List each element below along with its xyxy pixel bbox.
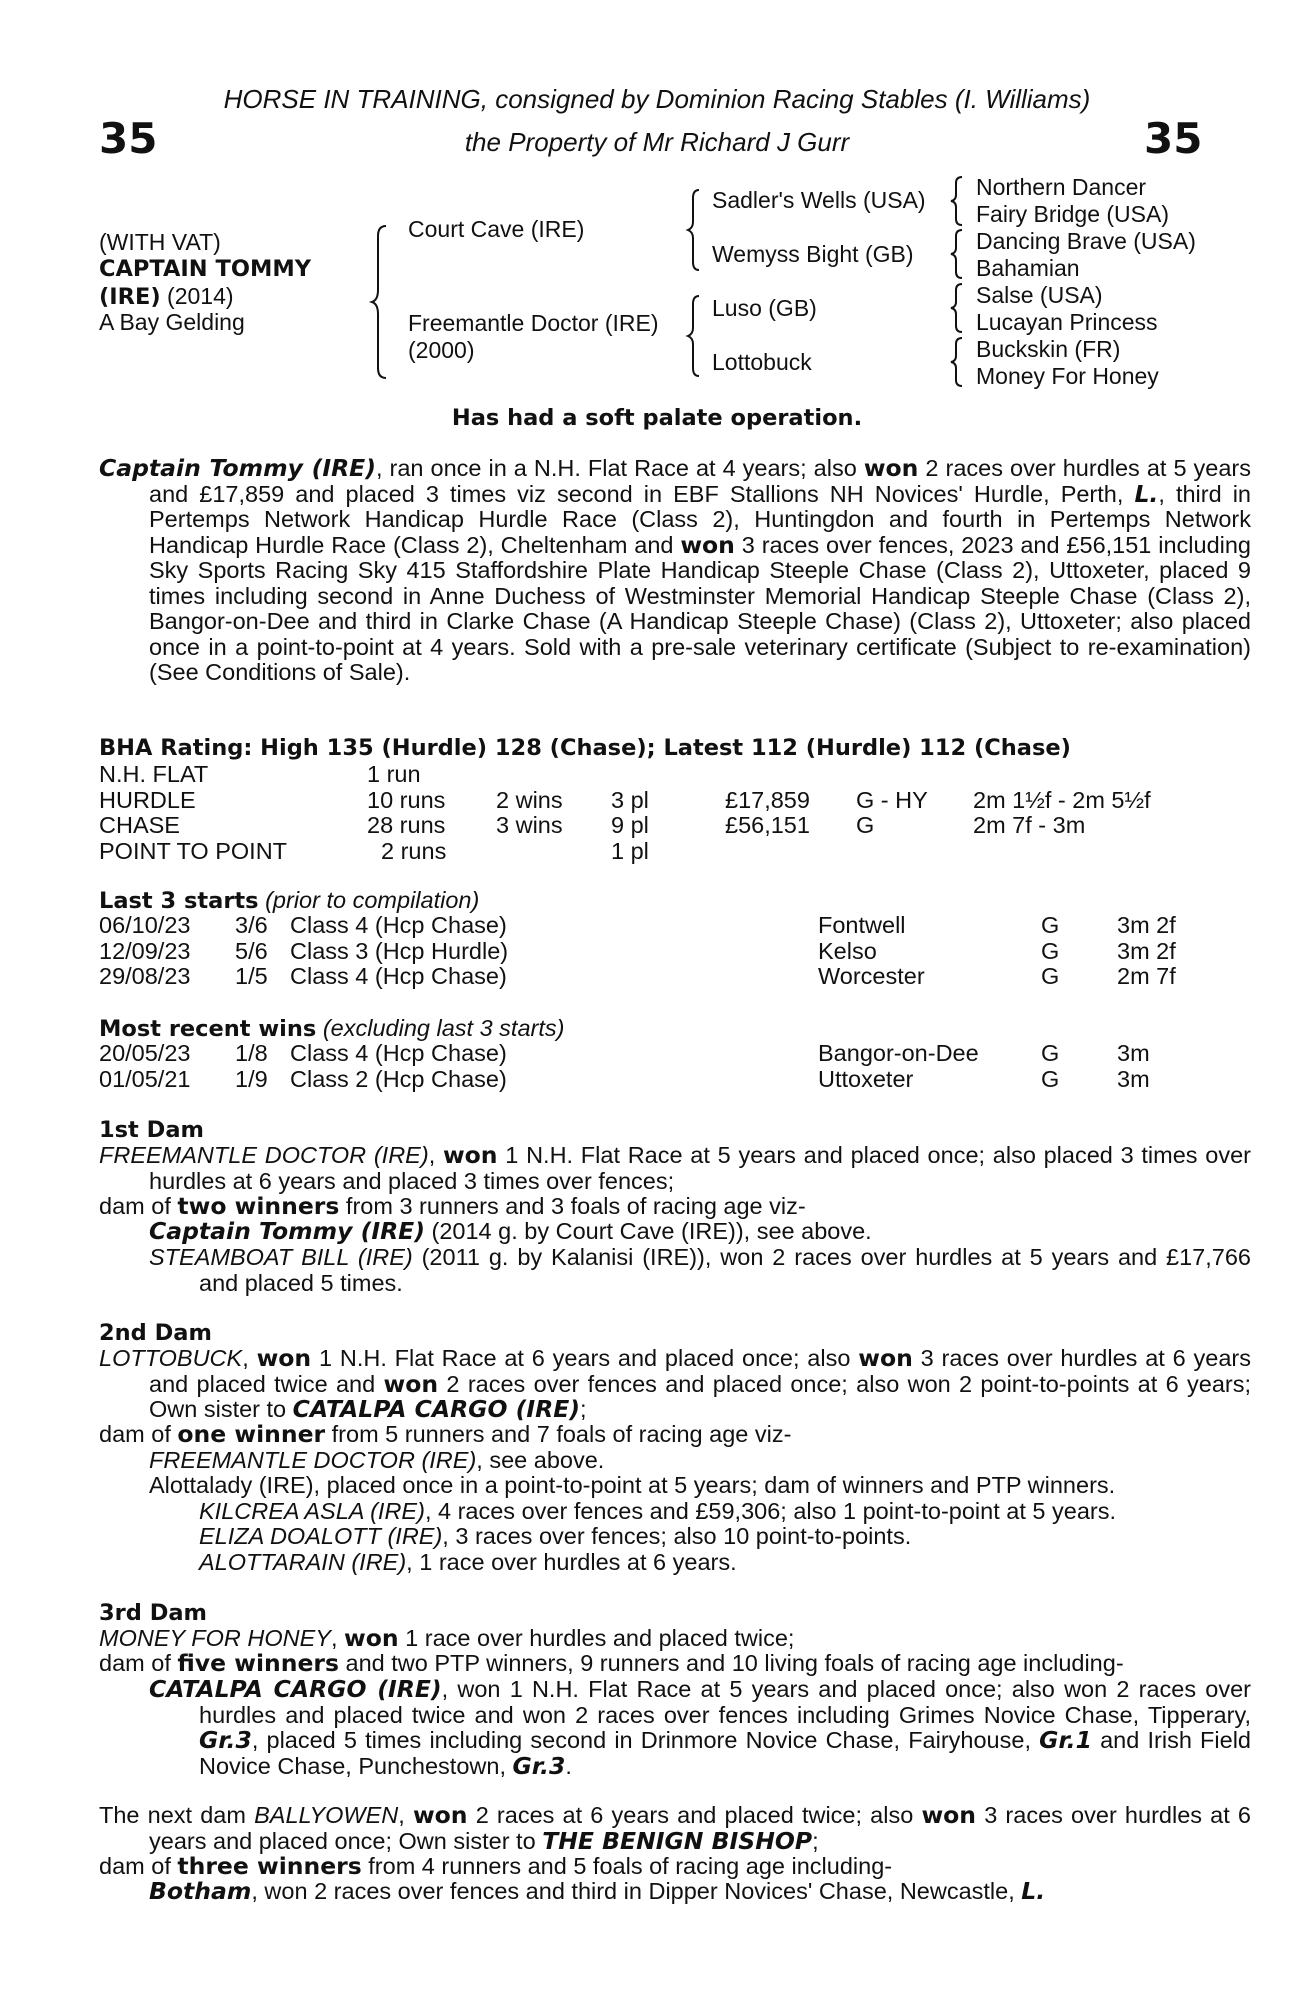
offspring-name: CATALPA CARGO (IRE): [149, 1675, 442, 1703]
dam-name: BALLYOWEN: [254, 1802, 399, 1828]
group-mark: Gr.3: [199, 1726, 252, 1754]
text: , 4 races over fences and £59,306; also 1 point-to-point at 5 years.: [424, 1498, 1116, 1524]
pedigree-gen3-5: Salse (USA): [976, 282, 1103, 308]
dam-name: MONEY FOR HONEY: [99, 1625, 331, 1651]
text: dam of: [99, 1853, 178, 1879]
text: , 1 race over hurdles at 6 years.: [406, 1549, 737, 1575]
start-race: Class 3 (Hcp Hurdle): [290, 937, 509, 964]
last3-table: [99, 913, 1209, 990]
pedigree-gen3-7: Buckskin (FR): [976, 336, 1121, 362]
record-going: G - HY: [856, 786, 928, 813]
recent-wins-table: [99, 1041, 1209, 1092]
group-mark: Gr.3: [512, 1751, 566, 1780]
offspring-name: Captain Tommy (IRE): [149, 1217, 425, 1245]
won-bold: won: [858, 1344, 913, 1372]
record-wins: 3 wins: [496, 812, 563, 838]
start-row: [99, 913, 1209, 939]
start-position: 3/6: [235, 912, 268, 938]
winners-bold: three winners: [177, 1852, 362, 1880]
record-going: G: [856, 812, 875, 838]
record-type: N.H. FLAT: [99, 761, 209, 787]
win-going: G: [1041, 1040, 1060, 1066]
won-bold: won: [680, 530, 735, 559]
text: (2014 g. by Court Cave (IRE)), see above.: [424, 1218, 872, 1244]
text: , 3 races over fences; also 10 point-to-points.: [442, 1523, 912, 1549]
horse-name-italic: Captain Tommy (IRE): [99, 454, 376, 482]
start-race: Class 4 (Hcp Chase): [290, 912, 507, 938]
record-row: [99, 839, 1209, 865]
record-placed: 1 pl: [611, 837, 649, 864]
text: 3 races over hurdles at 6 years and placed twice and: [149, 1345, 1251, 1397]
text: and two PTP winners, 9 runners and 10 living foals of racing age including-: [338, 1650, 1124, 1676]
sire-bracket: [687, 188, 705, 272]
recent-wins-title: Most recent wins: [99, 1016, 317, 1042]
win-row: [99, 1067, 1209, 1093]
sister-name: CATALPA CARGO (IRE): [292, 1395, 580, 1423]
summary-text-2: 2 races over hurdles at 5 years and £17,859 and placed 3 times viz second in EBF Stallions NH Novices' Hurdle, Perth,: [149, 455, 1251, 507]
last3-heading: [99, 887, 479, 914]
win-row: [99, 1041, 1209, 1067]
third-dam-produce: [99, 1651, 1201, 1677]
dam-name: FREEMANTLE DOCTOR (IRE): [99, 1142, 429, 1168]
gen3-bracket-4: [950, 336, 964, 388]
text: The next dam: [99, 1802, 255, 1828]
horse-year: (2014): [160, 283, 234, 309]
start-course: Fontwell: [818, 912, 906, 938]
dam-name: LOTTOBUCK: [99, 1345, 243, 1371]
sister-name: THE BENIGN BISHOP: [542, 1826, 813, 1855]
winners-bold: five winners: [177, 1649, 339, 1677]
text: from 5 runners and 7 foals of racing age viz-: [325, 1421, 792, 1447]
pedigree-gen3-3: Dancing Brave (USA): [976, 228, 1196, 254]
offspring-name: FREEMANTLE DOCTOR (IRE): [149, 1447, 477, 1473]
race-summary: [99, 456, 1251, 686]
record-wins: 2 wins: [496, 786, 563, 813]
listed-mark: L.: [1021, 1877, 1046, 1905]
pedigree-gen3-1: Northern Dancer: [976, 174, 1147, 200]
offspring-name: Botham: [149, 1877, 252, 1905]
grand-offspring-entry: [199, 1524, 1201, 1550]
pedigree-gen2-4: Lottobuck: [712, 349, 812, 375]
win-course: Uttoxeter: [818, 1065, 914, 1092]
offspring-entry: [149, 1245, 1251, 1296]
horse-origin: (IRE): [99, 284, 161, 310]
offspring-entry: [149, 1448, 1201, 1474]
win-distance: 3m: [1117, 1065, 1150, 1092]
won-bold: won: [344, 1624, 399, 1652]
dam-bracket: [687, 294, 705, 378]
text: , placed 5 times including second in Drinmore Novice Chase, Fairyhouse,: [251, 1727, 1040, 1753]
text: 2 races over fences and placed once; also won 2 point-to-points at 6 years; Own sister to: [149, 1370, 1251, 1422]
record-distance: 2m 1½f - 2m 5½f: [973, 786, 1151, 813]
win-distance: 3m: [1117, 1040, 1150, 1066]
win-going: G: [1041, 1065, 1060, 1092]
gen3-bracket-1: [950, 175, 964, 227]
text: ;: [580, 1396, 587, 1422]
start-position: 5/6: [235, 937, 268, 964]
text: 1 race over hurdles and placed twice;: [398, 1625, 795, 1651]
start-position: 1/5: [235, 963, 268, 989]
text: dam of: [99, 1193, 178, 1219]
soft-palate-note: Has had a soft palate operation.: [451, 405, 863, 431]
text: from 3 runners and 3 foals of racing age viz-: [339, 1193, 806, 1219]
text: ,: [330, 1625, 345, 1651]
record-distance: 2m 7f - 3m: [973, 812, 1086, 838]
lot-number-right: 35: [1144, 114, 1203, 163]
record-runs: 1 run: [367, 761, 421, 787]
second-dam-record: [99, 1346, 1251, 1423]
start-distance: 3m 2f: [1117, 937, 1176, 964]
record-earnings: £56,151: [725, 812, 810, 838]
record-placed: 3 pl: [611, 786, 649, 813]
pedigree-gen2-2: Wemyss Bight (GB): [712, 241, 914, 267]
text: dam of: [99, 1421, 178, 1447]
offspring-entry: [149, 1879, 1201, 1905]
start-going: G: [1041, 937, 1060, 964]
record-earnings: £17,859: [725, 786, 810, 813]
text: .: [565, 1752, 572, 1779]
won-bold: won: [412, 1801, 468, 1829]
last3-subtitle: (prior to compilation): [258, 887, 480, 913]
first-dam-title: 1st Dam: [99, 1117, 204, 1143]
won-bold: won: [921, 1801, 977, 1829]
won-bold: won: [256, 1344, 312, 1372]
pedigree-gen3-2: Fairy Bridge (USA): [976, 201, 1169, 227]
text: 2 races at 6 years and placed twice; also: [467, 1802, 922, 1828]
pedigree-bracket: [372, 224, 392, 380]
start-distance: 3m 2f: [1117, 912, 1176, 938]
horse-name: CAPTAIN TOMMY: [99, 256, 312, 282]
consignor-line: HORSE IN TRAINING, consigned by Dominion Racing Stables (I. Williams): [223, 84, 1091, 114]
start-date: 12/09/23: [99, 937, 191, 964]
win-race: Class 4 (Hcp Chase): [290, 1040, 507, 1066]
pedigree-gen2-3: Luso (GB): [712, 295, 817, 321]
record-type: CHASE: [99, 812, 180, 838]
winners-bold: one winner: [177, 1420, 326, 1448]
win-date: 01/05/21: [99, 1065, 191, 1092]
offspring-name: ELIZA DOALOTT (IRE): [199, 1523, 443, 1549]
dam-name: Freemantle Doctor (IRE): [408, 310, 659, 336]
gen3-bracket-3: [950, 282, 964, 334]
sire-name: Court Cave (IRE): [408, 216, 585, 242]
win-date: 20/05/23: [99, 1040, 191, 1066]
pedigree-gen3-6: Lucayan Princess: [976, 309, 1158, 335]
record-row: [99, 762, 1209, 788]
gen3-bracket-2: [950, 228, 964, 280]
start-course: Worcester: [818, 963, 925, 989]
bha-rating: BHA Rating: High 135 (Hurdle) 128 (Chase); Latest 112 (Hurdle) 112 (Chase): [99, 735, 1071, 761]
listed-mark: L.: [1134, 479, 1159, 508]
start-course: Kelso: [818, 937, 877, 964]
summary-text-1: , ran once in a N.H. Flat Race at 4 years; also: [375, 455, 864, 481]
record-row: [99, 788, 1209, 814]
start-date: 29/08/23: [99, 963, 191, 989]
text: from 4 runners and 5 foals of racing age including-: [361, 1853, 893, 1879]
recent-wins-subtitle: (excluding last 3 starts): [316, 1015, 565, 1041]
second-dam-produce: [99, 1422, 1201, 1448]
start-race: Class 4 (Hcp Chase): [290, 963, 507, 989]
offspring-name: ALOTTARAIN (IRE): [199, 1549, 407, 1575]
next-dam-produce: [99, 1854, 1201, 1880]
record-type: HURDLE: [99, 786, 196, 813]
won-bold: won: [863, 454, 919, 482]
text: , won 2 races over fences and third in Dipper Novices' Chase, Newcastle,: [251, 1878, 1022, 1904]
offspring-name: STEAMBOAT BILL (IRE): [149, 1244, 413, 1270]
third-dam-title: 3rd Dam: [99, 1600, 207, 1626]
win-position: 1/8: [235, 1040, 268, 1066]
summary-text-3: , third in Pertemps Network Handicap Hurdle Race (Class 2), Huntingdon and fourth in Pertemps Network Handicap Hurdle Race (Class 2), Cheltenham and: [149, 480, 1252, 558]
text: ,: [242, 1345, 257, 1371]
record-row: [99, 813, 1209, 839]
pedigree-gen3-8: Money For Honey: [976, 363, 1159, 389]
text: (2011 g. by Kalanisi (IRE)), won 2 races over hurdles at 5 years and £17,766 and placed 5 times.: [199, 1244, 1251, 1296]
pedigree-gen2-1: Sadler's Wells (USA): [712, 187, 926, 213]
last3-title: Last 3 starts: [99, 888, 259, 914]
start-going: G: [1041, 963, 1060, 989]
record-type: POINT TO POINT: [99, 837, 288, 864]
record-runs: 10 runs: [367, 786, 446, 813]
horse-description: A Bay Gelding: [99, 309, 245, 335]
first-dam-produce: [99, 1194, 1201, 1220]
text: 1 N.H. Flat Race at 5 years and placed once; also placed 3 times over hurdles at 6 years and placed 3 times over fences;: [149, 1142, 1251, 1194]
text: 1 N.H. Flat Race at 6 years and placed once; also: [311, 1345, 859, 1371]
text: ,: [398, 1802, 413, 1828]
property-line: the Property of Mr Richard J Gurr: [464, 127, 850, 157]
race-record-table: [99, 762, 1209, 864]
offspring-entry: [149, 1219, 1201, 1245]
text: ;: [812, 1827, 819, 1854]
group-mark: Gr.1: [1039, 1726, 1092, 1754]
recent-wins-heading: [99, 1015, 564, 1042]
lot-number-left: 35: [99, 114, 158, 163]
vat-label: (WITH VAT): [99, 229, 221, 255]
win-race: Class 2 (Hcp Chase): [290, 1065, 507, 1092]
start-row: [99, 964, 1209, 990]
win-position: 1/9: [235, 1065, 268, 1092]
text: dam of: [99, 1650, 178, 1676]
grand-offspring-entry: [199, 1499, 1201, 1525]
win-course: Bangor-on-Dee: [818, 1040, 979, 1066]
won-bold: won: [442, 1141, 498, 1169]
text: and Irish Field Novice Chase, Punchestown,: [199, 1727, 1251, 1779]
text: 3 races over hurdles at 6 years and placed once; Own sister to: [149, 1802, 1252, 1854]
offspring-name: KILCREA ASLA (IRE): [199, 1498, 425, 1524]
record-runs: 28 runs: [367, 812, 446, 838]
next-dam-record: [99, 1803, 1251, 1854]
first-dam-record: [99, 1143, 1251, 1194]
text: , see above.: [476, 1447, 605, 1473]
offspring-entry: [149, 1677, 1251, 1779]
dam-year: (2000): [408, 337, 475, 363]
offspring-entry: Alottalady (IRE), placed once in a point-to-point at 5 years; dam of winners and PTP winners.: [149, 1472, 1116, 1498]
start-going: G: [1041, 912, 1060, 938]
start-distance: 2m 7f: [1117, 963, 1176, 989]
second-dam-title: 2nd Dam: [99, 1320, 212, 1346]
winners-bold: two winners: [177, 1192, 340, 1220]
won-bold: won: [383, 1369, 439, 1398]
summary-text-4: 3 races over fences, 2023 and £56,151 including Sky Sports Racing Sky 415 Staffordshire Plate Handicap Steeple Chase (Class 2), Uttoxeter, placed 9 times including second in Anne Duchess of Westminster Memorial Handicap Steeple Chase (Class 2), Bangor-on-Dee and third in Clarke Chase (A Handicap Steeple Chase) (Class 2), Uttoxeter; also placed once in a point-to-point at 4 years. Sold with a pre-sale veterinary certificate (Subject to re-examination) (See Conditions of Sale).: [149, 531, 1251, 685]
horse-origin-year: [99, 283, 234, 311]
record-runs: 2 runs: [381, 837, 447, 864]
third-dam-record: [99, 1626, 1201, 1652]
start-row: [99, 939, 1209, 965]
text: ,: [428, 1142, 443, 1168]
grand-offspring-entry: [199, 1550, 1201, 1576]
record-placed: 9 pl: [611, 812, 649, 838]
text: , won 1 N.H. Flat Race at 5 years and placed once; also won 2 races over hurdles and placed twice and won 2 races over fences including Grimes Novice Chase, Tipperary,: [199, 1676, 1251, 1728]
pedigree-gen3-4: Bahamian: [976, 255, 1080, 281]
start-date: 06/10/23: [99, 912, 191, 938]
